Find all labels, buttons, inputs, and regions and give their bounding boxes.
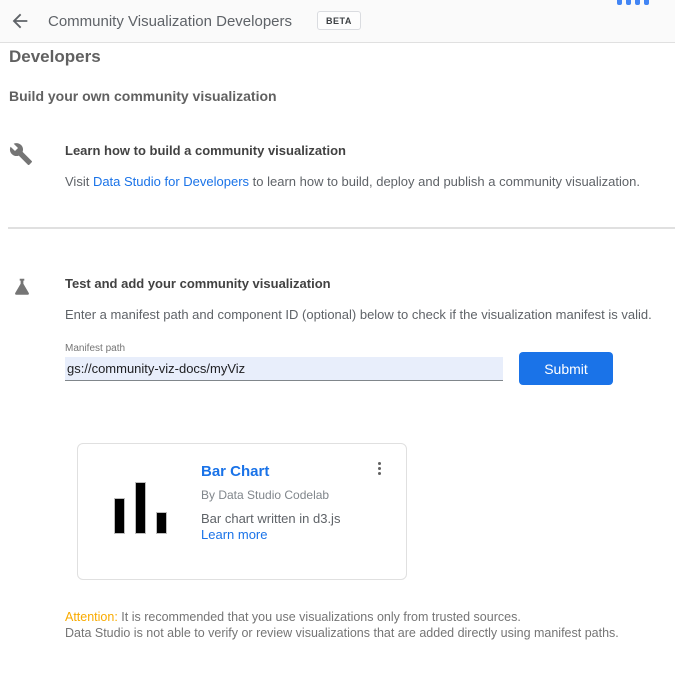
apps-grid-icon[interactable] bbox=[617, 0, 649, 5]
test-section-body: Enter a manifest path and component ID (optional) below to check if the visualization manifest is valid. bbox=[65, 307, 652, 322]
manifest-path-input[interactable] bbox=[65, 357, 503, 381]
build-your-own-subheading: Build your own community visualization bbox=[9, 88, 277, 104]
data-studio-developers-link[interactable]: Data Studio for Developers bbox=[92, 174, 250, 189]
wrench-icon bbox=[9, 142, 33, 166]
viz-card-description: Bar chart written in d3.js bbox=[201, 511, 341, 526]
app-header bbox=[0, 0, 675, 43]
learn-more-link[interactable]: Learn more bbox=[201, 527, 268, 542]
beta-badge: BETA bbox=[317, 11, 361, 30]
viz-card-title: Bar Chart bbox=[201, 463, 270, 480]
submit-button[interactable]: Submit bbox=[519, 352, 613, 385]
attention-line2: Data Studio is not able to verify or review visualizations that are added directly using manifest paths. bbox=[65, 625, 619, 640]
section-divider bbox=[8, 227, 675, 229]
viz-card-author: By Data Studio Codelab bbox=[201, 488, 330, 502]
learn-section-title: Learn how to build a community visualization bbox=[65, 143, 346, 158]
arrow-back-icon bbox=[9, 20, 31, 35]
manifest-path-label: Manifest path bbox=[65, 343, 126, 354]
kebab-menu-icon[interactable] bbox=[371, 462, 387, 482]
back-button[interactable] bbox=[9, 10, 31, 32]
learn-section-body: Visit Data Studio for Developers to learn how to build, deploy and publish a community visualization. bbox=[65, 174, 640, 189]
page-title: Community Visualization Developers bbox=[48, 13, 292, 30]
visualization-card bbox=[77, 443, 407, 580]
test-section-title: Test and add your community visualization bbox=[65, 276, 331, 291]
flask-icon bbox=[11, 275, 33, 299]
attention-notice bbox=[65, 610, 665, 641]
attention-label: Attention: bbox=[65, 610, 118, 624]
developers-heading: Developers bbox=[9, 47, 101, 66]
bar-chart-icon bbox=[114, 482, 167, 534]
attention-line1: It is recommended that you use visualizations only from trusted sources. bbox=[117, 610, 521, 624]
